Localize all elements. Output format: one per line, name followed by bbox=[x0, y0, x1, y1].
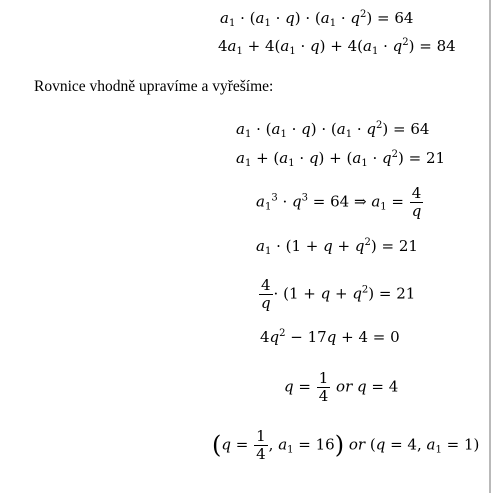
or-word: or bbox=[336, 377, 353, 396]
value-16: 16 bbox=[315, 435, 335, 454]
value-21: 21 bbox=[396, 284, 416, 303]
fraction-numerator: 1 bbox=[256, 427, 266, 445]
equation-system-1: $a_1 \cdot (a_1 \cdot q) \cdot (a_1 \cdot q^2) = 64$ bbox=[236, 120, 430, 140]
value-1: 1 bbox=[463, 435, 474, 454]
equation-substituted: $\frac{4}{q}$ · $(1 + q + q^2) = 21$ bbox=[260, 276, 416, 312]
equation-roots: q = $\frac{1}{4}$ or q = 4 bbox=[284, 369, 399, 405]
fraction-1-over-4 bbox=[254, 428, 268, 463]
value-17: 17 bbox=[307, 328, 327, 346]
equation-top-2: $4a_1 + 4(a_1 \cdot q) + 4(a_1 \cdot q^2) = 84$ bbox=[218, 37, 456, 57]
fraction-4-over-q: $\frac{4}{q}$ bbox=[260, 276, 271, 312]
fraction-numerator: 4 bbox=[411, 184, 422, 202]
fraction-4-over-q: $\frac{4}{q}$ bbox=[411, 184, 422, 220]
equation-solutions: (q = $\frac{1}{4}$ , $a_1 = 16$) or (q = 4, $a_1 = 1$) bbox=[212, 427, 480, 463]
coef-4: 4 bbox=[347, 37, 358, 55]
value-21: 21 bbox=[398, 237, 418, 255]
fraction-denominator: 4 bbox=[256, 445, 266, 463]
value-4: 4 bbox=[407, 435, 417, 454]
fraction-denominator: 4 bbox=[318, 387, 329, 405]
value-84: 84 bbox=[436, 37, 456, 55]
value-21: 21 bbox=[425, 149, 446, 167]
equation-system-2: $a_1 + (a_1 \cdot q) + (a_1 \cdot q^2) = 21$ bbox=[236, 149, 446, 169]
value-64: 64 bbox=[410, 120, 430, 138]
value-4: 4 bbox=[358, 328, 368, 346]
value-1: 1 bbox=[288, 284, 299, 303]
coef-4: 4 bbox=[264, 37, 275, 55]
equation-factored: $a_1 \cdot (1 + q + q^2) = 21$ bbox=[256, 237, 418, 257]
value-0: 0 bbox=[390, 328, 400, 346]
value-64: 64 bbox=[394, 9, 414, 27]
coef-4: 4 bbox=[218, 37, 228, 55]
intro-paragraph: Rovnice vhodně upravíme a vyřešíme: bbox=[34, 78, 274, 95]
fraction-numerator: 4 bbox=[261, 276, 271, 294]
equation-top-1: $a_1 \cdot (a_1 \cdot q) \cdot (a_1 \cdot q^2) = 64$ bbox=[220, 9, 414, 29]
equation-quadratic: $4q^2 - 17q + 4 = 0$ bbox=[260, 328, 400, 346]
coef-4: 4 bbox=[260, 328, 270, 346]
value-4: 4 bbox=[388, 377, 399, 396]
value-1: 1 bbox=[291, 237, 302, 255]
fraction-numerator: 1 bbox=[318, 369, 329, 387]
equation-cube: $a_1^3 \cdot q^3 = 64$ ⇒ $a_1$ = $\frac{4}{q}$ bbox=[256, 184, 422, 220]
or-word: or bbox=[348, 435, 366, 454]
value-64: 64 bbox=[330, 192, 350, 211]
fraction-1-over-4 bbox=[317, 370, 331, 405]
